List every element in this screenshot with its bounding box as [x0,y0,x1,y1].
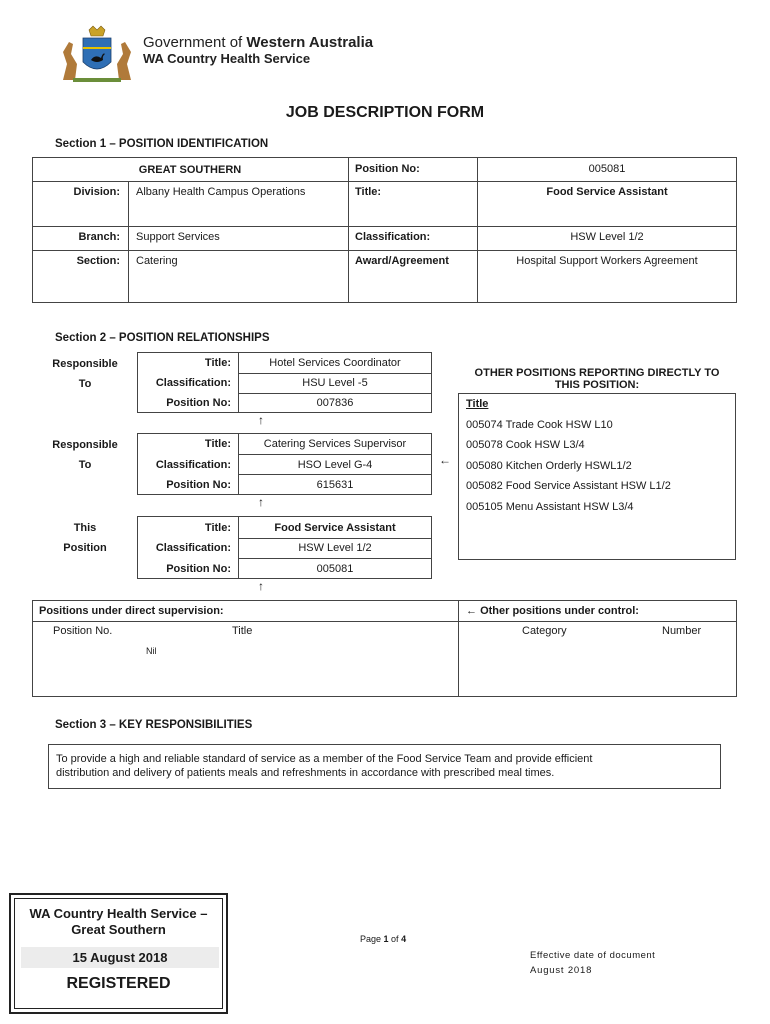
box1-title-label: Title: [204,357,231,369]
responsible-label-1: Responsible [52,358,118,370]
section3-heading: Section 3 – KEY RESPONSIBILITIES [55,719,253,731]
classification-value: HSW Level 1/2 [570,231,644,243]
arrow-left-icon: ← [439,453,451,467]
position-no-value: 005081 [588,163,626,175]
page-prefix: Page [360,934,384,944]
control-heading-label: Other positions under control: [480,605,639,617]
stamp-status: REGISTERED [66,975,171,992]
position-no-label: Position No: [355,163,420,175]
control-heading [466,605,639,617]
box2-title-value: Catering Services Supervisor [263,438,407,450]
box3-classification-label: Classification: [155,542,231,554]
section-value: Catering [136,255,178,267]
responsibilities-line-1: To provide a high and reliable standard of service as a member of the Food Service Team and provide efficient [56,753,593,765]
government-title [143,34,373,51]
stamp-line-1: WA Country Health Service – [29,906,208,921]
box3-classification-value: HSW Level 1/2 [298,542,372,554]
award-label: Award/Agreement [355,255,449,267]
stamp-line-2: Great Southern [71,922,166,937]
box2-position-no-value: 615631 [316,479,354,491]
other-position-item: 005074 Trade Cook HSW L10 [466,419,613,431]
page-current: 1 [383,934,389,944]
box2-position-no-label: Position No: [166,479,231,491]
box1-position-no-label: Position No: [166,397,231,409]
other-position-item: 005080 Kitchen Orderly HSWL1/2 [466,460,632,472]
col-number: Number [662,625,702,637]
title-label: Title: [355,186,382,198]
col-title: Title [232,625,253,637]
wa-crest-icon [55,24,139,86]
stamp-date: 15 August 2018 [21,947,219,968]
responsibilities-line-2: distribution and delivery of patients meals and refreshments in accordance with prescribed meal times. [56,767,555,779]
other-position-item: 005078 Cook HSW L3/4 [466,439,585,451]
service-name: WA Country Health Service [143,51,311,66]
page-total: 4 [401,934,407,944]
responsible-to-label-2: To [78,459,92,471]
branch-value: Support Services [136,231,220,243]
section1-heading: Section 1 – POSITION IDENTIFICATION [55,138,269,150]
other-positions-title-header: Title [466,398,489,410]
arrow-up-icon: ↑ [258,579,264,593]
page-of: of [388,934,402,944]
division-value: Albany Health Campus Operations [136,186,306,198]
position-label: Position [63,542,107,554]
box3-position-no-value: 005081 [316,563,354,575]
government-state: Western Australia [246,34,374,51]
responsible-label-2: Responsible [52,439,118,451]
section2-heading: Section 2 – POSITION RELATIONSHIPS [55,332,270,344]
box1-classification-value: HSU Level -5 [302,377,368,389]
classification-label: Classification: [355,231,431,243]
supervision-value: Nil [146,646,157,656]
box2-classification-value: HSO Level G-4 [297,459,373,471]
form-title: JOB DESCRIPTION FORM [285,104,485,121]
box3-position-no-label: Position No: [166,563,231,575]
other-position-item: 005082 Food Service Assistant HSW L1/2 [466,480,671,492]
box3-title-label: Title: [204,522,231,534]
other-positions-heading-2: THIS POSITION: [554,379,640,391]
registration-stamp [9,893,228,1014]
effective-date-label: Effective date of document [530,950,656,961]
page-number [360,934,406,944]
box1-classification-label: Classification: [155,377,231,389]
other-positions-heading-1: OTHER POSITIONS REPORTING DIRECTLY TO [474,367,720,379]
col-position-no: Position No. [53,625,113,637]
title-value: Food Service Assistant [546,186,668,198]
award-value: Hospital Support Workers Agreement [516,255,698,267]
box3-title-value: Food Service Assistant [274,522,396,534]
government-prefix: Government of [143,34,247,51]
responsible-to-label-1: To [78,378,92,390]
box2-title-label: Title: [204,438,231,450]
box1-position-no-value: 007836 [316,397,354,409]
arrow-up-icon: ↑ [258,495,264,509]
branch-label: Branch: [78,231,120,243]
other-position-item: 005105 Menu Assistant HSW L3/4 [466,501,634,513]
region-label: GREAT SOUTHERN [138,164,242,176]
supervision-heading: Positions under direct supervision: [39,605,224,617]
arrow-left-icon: ← [466,605,477,617]
division-label: Division: [73,186,120,198]
box2-classification-label: Classification: [155,459,231,471]
this-label: This [73,522,97,534]
arrow-up-icon: ↑ [258,413,264,427]
col-category: Category [522,625,567,637]
box1-title-value: Hotel Services Coordinator [269,357,401,369]
section-label: Section: [76,255,120,267]
effective-date-value: August 2018 [530,965,593,976]
